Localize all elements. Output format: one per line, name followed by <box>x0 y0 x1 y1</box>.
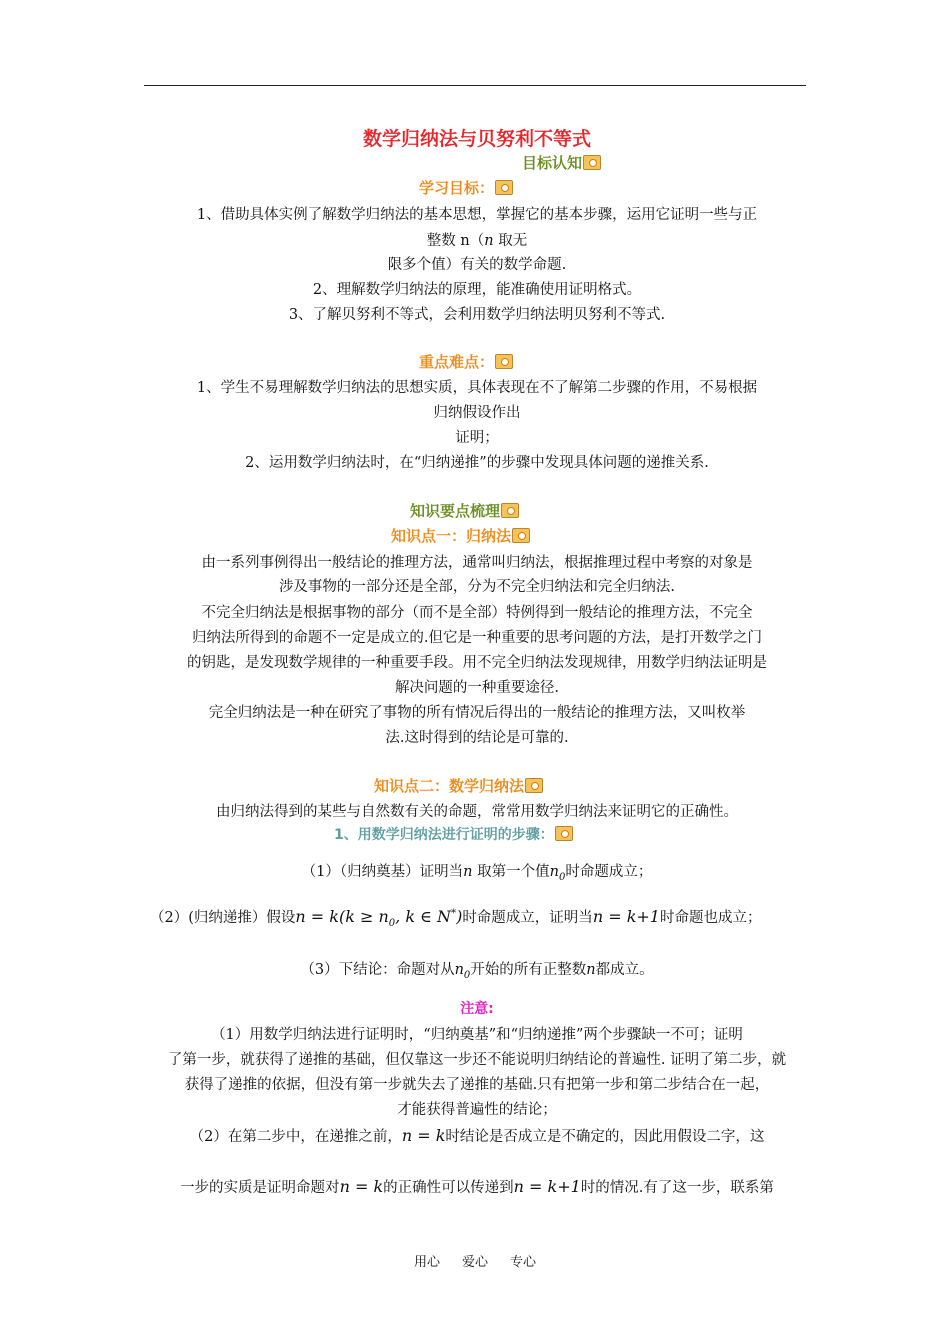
point-1-para-2-a: 不完全归纳法是根据事物的部分（而不是全部）特例得到一般结论的推理方法，不完全 <box>201 605 753 621</box>
key-2: 2、运用数学归纳法时，在“归纳递推”的步骤中发现具体问题的递推关系. <box>245 455 709 471</box>
footer-item: 爱心 <box>461 1255 488 1270</box>
point-2-heading: 知识点二：数学归纳法 <box>374 775 543 796</box>
goal-2: 2、理解数学归纳法的原理，能准确使用证明格式。 <box>312 282 642 298</box>
folder-icon <box>525 778 543 793</box>
note-1-d: 才能获得普遍性的结论； <box>397 1102 557 1118</box>
knowledge-heading: 知识要点梳理 <box>410 500 519 521</box>
note-1-b: 了第一步，就获得了递推的基础，但仅靠这一步还不能说明归纳结论的普遍性. 证明了第二步，就 <box>167 1052 787 1068</box>
folder-icon <box>501 503 519 518</box>
folder-icon <box>583 155 601 170</box>
point-1-para-2-d: 解决问题的一种重要途径. <box>394 680 560 696</box>
steps-heading: 1、用数学归纳法进行证明的步骤： <box>334 824 573 844</box>
folder-icon <box>512 528 530 543</box>
step-1: （1）（归纳奠基）证明当n 取第一个值$n_0$时命题成立； <box>301 864 653 883</box>
goal-1-line-b: 整数 n（n 取无 <box>426 233 528 249</box>
point-2-intro: 由归纳法得到的某些与自然数有关的命题，常常用数学归纳法来证明它的正确性。 <box>216 804 738 820</box>
point-1-para-1-b: 涉及事物的一部分还是全部，分为不完全归纳法和完全归纳法. <box>278 579 676 595</box>
folder-icon <box>555 826 573 841</box>
point-1-para-1-a: 由一系列事例得出一般结论的推理方法，通常叫归纳法，根据推理过程中考察的对象是 <box>201 555 753 571</box>
goal-3: 3、了解贝努利不等式，会利用数学归纳法明贝努利不等式. <box>288 307 666 323</box>
point-1-para-2-b: 归纳法所得到的命题不一定是成立的.但它是一种重要的思考问题的方法，是打开数学之门 <box>191 630 763 646</box>
key-1-line-b: 归纳假设作出 <box>433 405 521 421</box>
point-1-para-3-a: 完全归纳法是一种在研究了事物的所有情况后得出的一般结论的推理方法，又叫枚举 <box>208 705 746 721</box>
page-title: 数学归纳法与贝努利不等式 <box>362 128 591 150</box>
note-2-b: 一步的实质是证明命题对n = k的正确性可以传递到n = k+1时的情况.有了这一步，联系第 <box>180 1177 774 1196</box>
step-2: （2）(归纳递推）假设$n = k(k \ge n_0$, k ∈ N*)时命题成立，证明当n = k+1时命题也成立； <box>150 907 762 929</box>
goals-heading: 学习目标： <box>419 177 513 198</box>
header-rule <box>144 85 806 86</box>
goal-1-line-a: 1、借助具体实例了解数学归纳法的基本思想，掌握它的基本步骤，运用它证明一些与正 <box>196 207 758 223</box>
note-heading: 注意: <box>460 1001 494 1017</box>
step-3: （3）下结论：命题对从$n_0$开始的所有正整数n都成立。 <box>300 962 654 981</box>
key-heading: 重点难点： <box>419 351 513 372</box>
goal-1-line-c: 限多个值）有关的数学命题. <box>387 257 567 273</box>
point-1-para-2-c: 的钥匙，是发现数学规律的一种重要手段。用不完全归纳法发现规律，用数学归纳法证明是 <box>187 655 767 671</box>
footer-item: 用心 <box>413 1255 440 1270</box>
key-1-line-c: 证明； <box>455 430 499 446</box>
note-1-a: （1）用数学归纳法进行证明时，“归纳奠基”和“归纳递推”两个步骤缺一不可；证明 <box>211 1027 743 1043</box>
note-2-a: （2）在第二步中，在递推之前，n = k时结论是否成立是不确定的，因此用假设二字，这 <box>189 1126 765 1145</box>
folder-icon <box>495 180 513 195</box>
key-1-line-a: 1、学生不易理解数学归纳法的思想实质，具体表现在不了解第二步骤的作用，不易根据 <box>196 380 758 396</box>
footer-item: 专心 <box>510 1255 537 1270</box>
point-1-para-3-b: 法.这时得到的结论是可靠的. <box>385 730 569 746</box>
page-footer <box>0 1251 950 1270</box>
note-1-c: 获得了递推的依据，但没有第一步就失去了递推的基础.只有把第一步和第二步结合在一起， <box>184 1077 770 1093</box>
overview-heading: 目标认知 <box>522 152 601 173</box>
point-1-heading: 知识点一：归纳法 <box>391 525 530 546</box>
folder-icon <box>495 354 513 369</box>
